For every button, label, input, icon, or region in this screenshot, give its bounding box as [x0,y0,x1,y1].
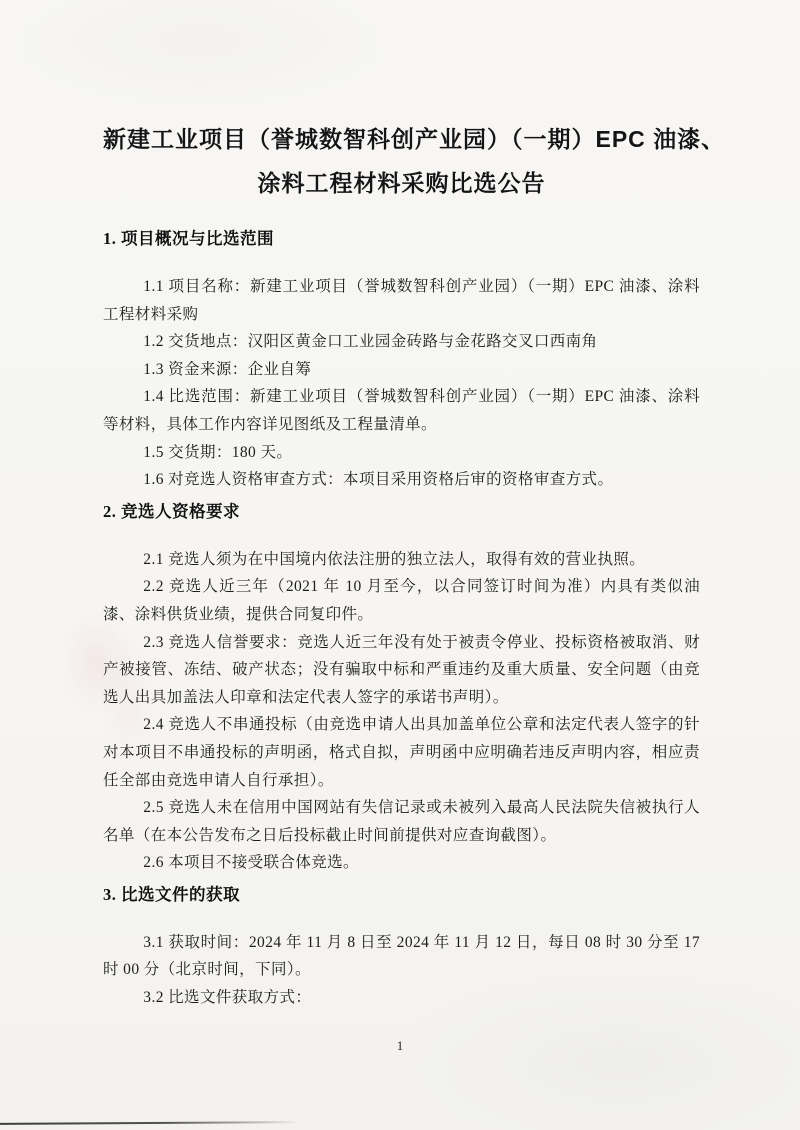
document-title [103,117,726,205]
paragraph: 1.5 交货期：180 天。 [143,443,293,461]
section-heading: 3. 比选文件的获取 [103,884,240,904]
page-number: 1 [396,1038,404,1053]
section-heading: 2. 竞选人资格要求 [103,501,240,521]
paragraph: 2.5 竞选人未在信用中国网站有失信记录或未被列入最高人民法院失信被执行人名单（在本公告发布之日后投标截止时间前提供对应查询截图）。 [103,799,700,844]
paragraph: 2.4 竞选人不串通投标（由竞选申请人出具加盖单位公章和法定代表人签字的针对本项目不串通投标的声明函，格式自拟，声明函中应明确若违反声明内容，相应责任全部由竞选申请人自行承担）。 [103,716,700,789]
paragraph: 2.6 本项目不接受联合体竞选。 [143,854,359,872]
document-title-line-1: 新建工业项目（誉城数智科创产业园）（一期）EPC 油漆、 [103,126,726,152]
section-project-overview [103,226,700,494]
section-document-acquisition [103,882,700,1012]
paragraph: 2.2 竞选人近三年（2021 年 10 月至今，以合同签订时间为准）内具有类似油漆、涂料供货业绩，提供合同复印件。 [103,578,700,623]
paragraph: 1.4 比选范围：新建工业项目（誉城数智科创产业园）（一期）EPC 油漆、涂料等材料，具体工作内容详见图纸及工程量清单。 [103,388,700,433]
section-heading: 1. 项目概况与比选范围 [103,229,274,248]
paragraph: 1.1 项目名称：新建工业项目（誉城数智科创产业园）（一期）EPC 油漆、涂料工程材料采购 [103,278,700,323]
paragraph: 1.2 交货地点：汉阳区黄金口工业园金砖路与金花路交叉口西南角 [143,333,598,351]
paragraph: 1.3 资金来源：企业自筹 [143,360,312,378]
paragraph: 2.1 竞选人须为在中国境内依法注册的独立法人，取得有效的营业执照。 [143,550,646,568]
paragraph: 3.2 比选文件获取方式： [143,989,312,1007]
paragraph: 2.3 竞选人信誉要求：竞选人近三年没有处于被责令停业、投标资格被取消、财产被接管、冻结、破产状态；没有骗取中标和严重违约及重大质量、安全问题（由竞选人出具加盖法人印章和法定代表人签字的承诺书声明）。 [103,633,700,706]
paragraph: 1.6 对竞选人资格审查方式：本项目采用资格后审的资格审查方式。 [143,471,614,489]
section-qualification-requirements [103,499,700,877]
document-title-line-2: 涂料工程材料采购比选公告 [257,170,546,196]
paragraph: 3.1 获取时间：2024 年 11 月 8 日至 2024 年 11 月 12 日，每日 08 时 30 分至 17 时 00 分（北京时间，下同）。 [103,933,700,979]
scan-edge-artifact [0,1121,301,1125]
